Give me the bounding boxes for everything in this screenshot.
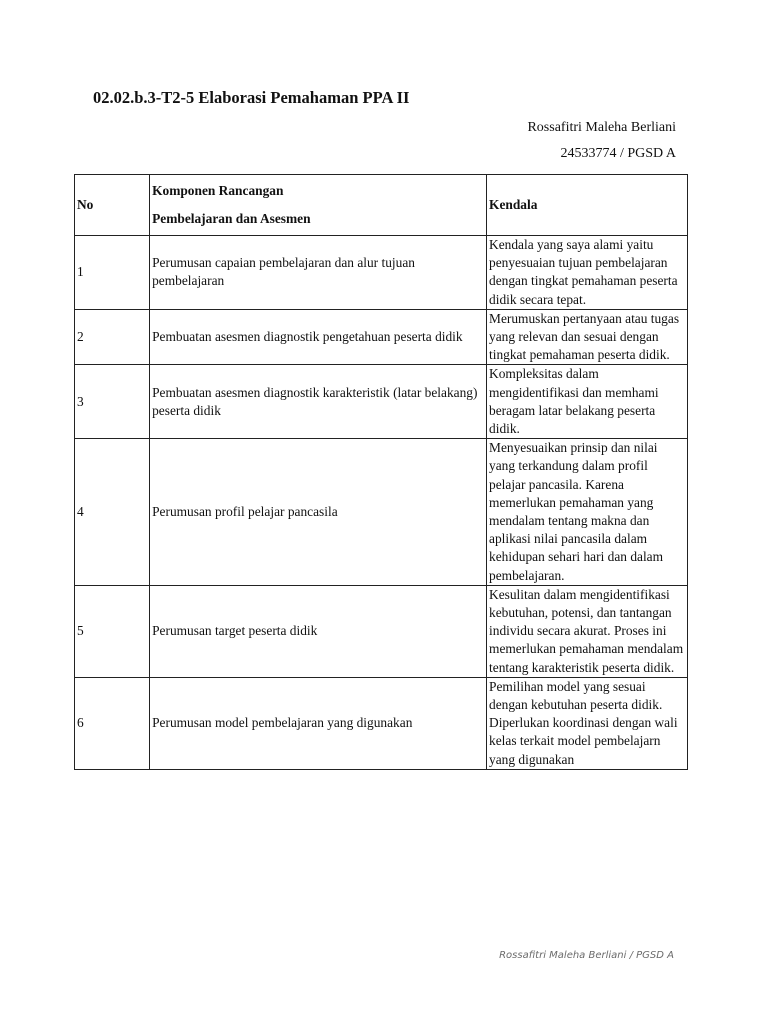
row-component: Perumusan profil pelajar pancasila (150, 439, 487, 586)
row-no: 4 (75, 439, 150, 586)
author-name: Rossafitri Maleha Berliani (527, 120, 676, 135)
student-id: 24533774 / PGSD A (560, 146, 676, 161)
row-kendala: Kendala yang saya alami yaitu penyesuaian tujuan pembelajaran dengan tingkat pemahaman peserta didik secara tepat. (487, 236, 688, 310)
row-kendala: Pemilihan model yang sesuai dengan kebutuhan peserta didik. Diperlukan koordinasi dengan wali kelas terkait model pembelajarn yang digunakan (487, 677, 688, 769)
header-kendala: Kendala (487, 175, 688, 236)
row-component: Perumusan target peserta didik (150, 585, 487, 677)
table-row (75, 236, 688, 310)
document-title: 02.02.b.3-T2-5 Elaborasi Pemahaman PPA II (93, 88, 410, 107)
row-kendala: Kompleksitas dalam mengidentifikasi dan memhami beragam latar belakang peserta didik. (487, 365, 688, 439)
row-component: Perumusan capaian pembelajaran dan alur tujuan pembelajaran (150, 236, 487, 310)
header-component-line2: Pembelajaran dan Asesmen (152, 211, 311, 226)
row-no: 3 (75, 365, 150, 439)
row-no: 5 (75, 585, 150, 677)
kendala-table (74, 174, 688, 770)
row-component: Pembuatan asesmen diagnostik pengetahuan peserta didik (150, 309, 487, 365)
row-no: 6 (75, 677, 150, 769)
header-no: No (75, 175, 150, 236)
header-component-line1: Komponen Rancangan (152, 182, 284, 198)
table-row (75, 309, 688, 365)
header-component (150, 175, 487, 236)
row-no: 1 (75, 236, 150, 310)
row-kendala: Merumuskan pertanyaan atau tugas yang relevan dan sesuai dengan tingkat pemahaman peserta didik. (487, 309, 688, 365)
table-header-row (75, 175, 688, 236)
table-row (75, 365, 688, 439)
table-row (75, 439, 688, 586)
row-component: Pembuatan asesmen diagnostik karakteristik (latar belakang) peserta didik (150, 365, 487, 439)
page-footer: Rossafitri Maleha Berliani / PGSD A (499, 950, 674, 961)
row-kendala: Menyesuaikan prinsip dan nilai yang terkandung dalam profil pelajar pancasila. Karena memerlukan pemahaman yang mendalam tentang makna dan aplikasi nilai pancasila dalam kehidupan sehari hari dan dalam pembelajaran. (487, 439, 688, 586)
row-component: Perumusan model pembelajaran yang digunakan (150, 677, 487, 769)
table-row (75, 677, 688, 769)
row-kendala: Kesulitan dalam mengidentifikasi kebutuhan, potensi, dan tantangan individu secara akurat. Proses ini memerlukan pemahaman mendalam tentang karakteristik peserta didik. (487, 585, 688, 677)
row-no: 2 (75, 309, 150, 365)
table-row (75, 585, 688, 677)
